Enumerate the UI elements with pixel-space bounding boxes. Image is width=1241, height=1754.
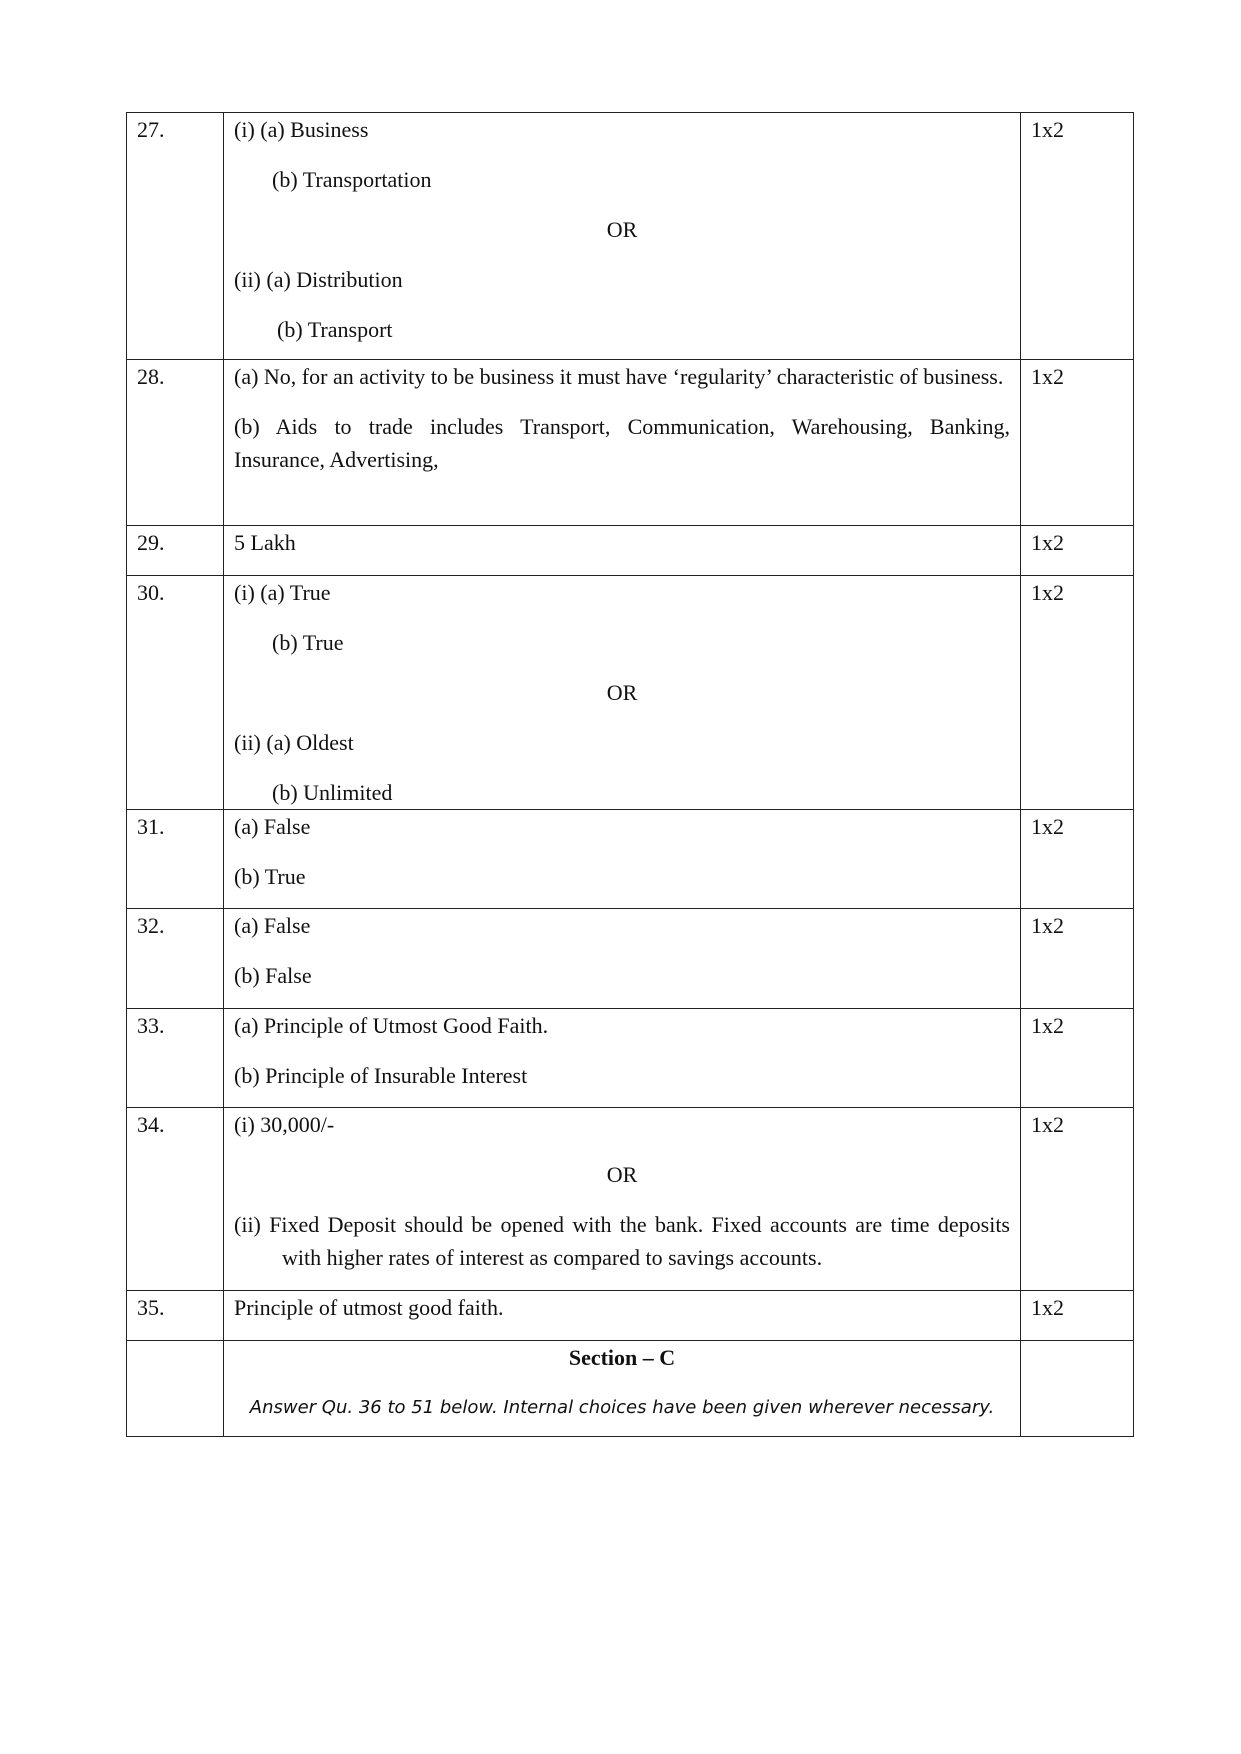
answer-cell bbox=[224, 1108, 1021, 1291]
answer-line: (b) False bbox=[234, 963, 312, 988]
answer-line: (i) 30,000/- bbox=[234, 1112, 335, 1137]
table-row bbox=[127, 1009, 1134, 1108]
or-separator: OR bbox=[606, 680, 638, 705]
answer-cell bbox=[224, 1009, 1021, 1108]
table-row bbox=[127, 909, 1134, 1009]
answer-cell bbox=[224, 113, 1021, 360]
table-row bbox=[127, 360, 1134, 526]
table-row bbox=[127, 113, 1134, 360]
answer-line: (a) Principle of Utmost Good Faith. bbox=[234, 1013, 549, 1038]
answer-line: (i) (a) True bbox=[234, 580, 331, 605]
question-number: 35. bbox=[127, 1291, 224, 1341]
section-cell bbox=[224, 1341, 1021, 1437]
answer-line: (i) (a) Business bbox=[234, 117, 369, 142]
answer-line: 5 Lakh bbox=[234, 530, 296, 555]
or-separator: OR bbox=[606, 217, 638, 242]
marks-cell: 1x2 bbox=[1021, 909, 1134, 1009]
answer-key-table bbox=[126, 112, 1134, 1437]
answer-line: Principle of utmost good faith. bbox=[234, 1295, 504, 1320]
answer-cell bbox=[224, 1291, 1021, 1341]
or-separator: OR bbox=[606, 1162, 638, 1187]
empty-cell bbox=[1021, 1341, 1134, 1437]
empty-cell bbox=[127, 1341, 224, 1437]
question-number: 29. bbox=[127, 526, 224, 576]
question-number: 33. bbox=[127, 1009, 224, 1108]
answer-line: (ii) Fixed Deposit should be opened with the bank. Fixed accounts are time deposits with higher rates of interest as compared to savings accounts. bbox=[234, 1212, 1010, 1270]
answer-line: (b) Principle of Insurable Interest bbox=[234, 1063, 528, 1088]
marks-cell: 1x2 bbox=[1021, 113, 1134, 360]
answer-line: (b) Transport bbox=[277, 317, 393, 342]
table-row bbox=[127, 1291, 1134, 1341]
answer-cell bbox=[224, 526, 1021, 576]
answer-line: (a) False bbox=[234, 913, 311, 938]
table-row bbox=[127, 1108, 1134, 1291]
answer-cell bbox=[224, 909, 1021, 1009]
question-number: 28. bbox=[127, 360, 224, 526]
answer-cell bbox=[224, 360, 1021, 526]
question-number: 31. bbox=[127, 810, 224, 909]
answer-cell bbox=[224, 810, 1021, 909]
answer-line: (b) Aids to trade includes Transport, Communication, Warehousing, Banking, Insurance, Advertising, bbox=[234, 414, 1010, 472]
section-header-row bbox=[127, 1341, 1134, 1437]
answer-line: (b) True bbox=[234, 864, 306, 889]
marks-cell: 1x2 bbox=[1021, 576, 1134, 810]
section-title: Section – C bbox=[568, 1345, 676, 1370]
question-number: 34. bbox=[127, 1108, 224, 1291]
question-number: 32. bbox=[127, 909, 224, 1009]
table-row bbox=[127, 526, 1134, 576]
answer-cell bbox=[224, 576, 1021, 810]
marks-cell: 1x2 bbox=[1021, 526, 1134, 576]
question-number: 27. bbox=[127, 113, 224, 360]
answer-line: (b) True bbox=[272, 630, 344, 655]
marks-cell: 1x2 bbox=[1021, 810, 1134, 909]
answer-line: (ii) (a) Oldest bbox=[234, 730, 354, 755]
answer-line: (ii) (a) Distribution bbox=[234, 267, 403, 292]
answer-line: (b) Transportation bbox=[272, 167, 432, 192]
answer-line: (a) False bbox=[234, 814, 311, 839]
answer-line: (a) No, for an activity to be business it must have ‘regularity’ characteristic of business. bbox=[234, 364, 1004, 389]
question-number: 30. bbox=[127, 576, 224, 810]
answer-line: (b) Unlimited bbox=[272, 780, 393, 805]
marks-cell: 1x2 bbox=[1021, 1009, 1134, 1108]
marks-cell: 1x2 bbox=[1021, 360, 1134, 526]
table-row bbox=[127, 576, 1134, 810]
section-note: Answer Qu. 36 to 51 below. Internal choices have been given wherever necessary. bbox=[249, 1397, 995, 1418]
marks-cell: 1x2 bbox=[1021, 1108, 1134, 1291]
table-row bbox=[127, 810, 1134, 909]
marks-cell: 1x2 bbox=[1021, 1291, 1134, 1341]
